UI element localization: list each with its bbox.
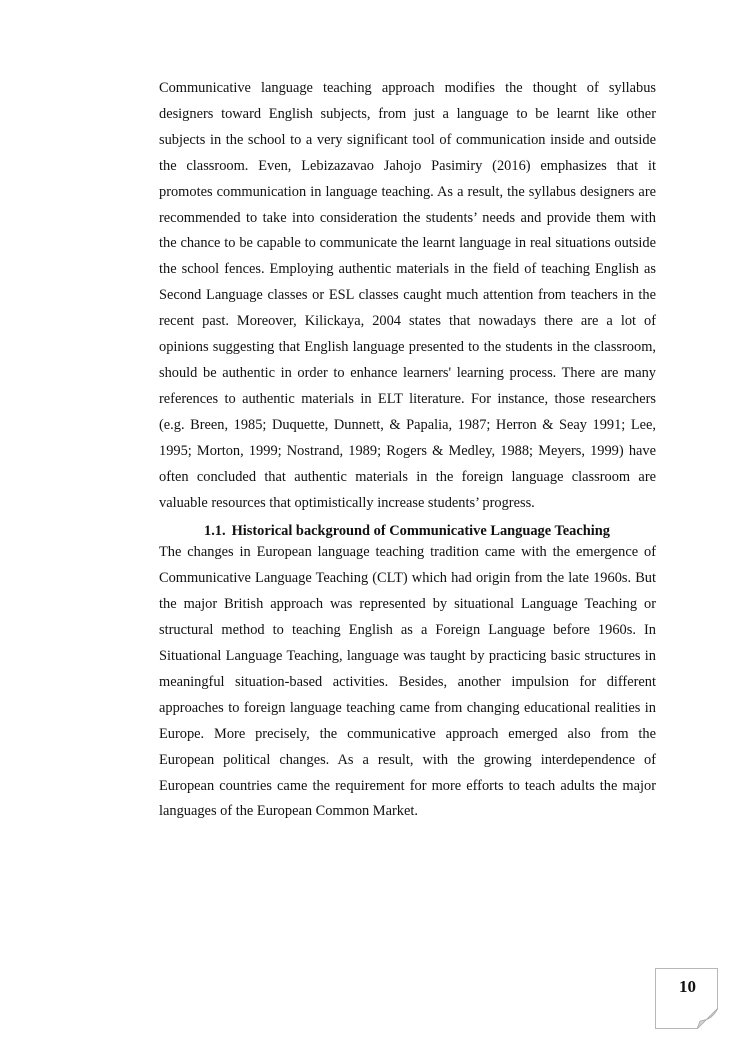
body-paragraph-1: Communicative language teaching approach modifies the thought of syllabus designers toward English subjects, from just a language to be learnt like other subjects in the school to a very significant tool of communication inside and outside the classroom. Even, Lebizazavao Jahojo Pasimiry (2016) emphasizes that it promotes communication in language teaching. As a result, the syllabus designers are recommended to take into consideration the students’ needs and provide them with the chance to be capable to communicate the learnt language in real situations outside the school fences. Employing authentic materials in the field of teaching English as Second Language classes or ESL classes caught much attention from teachers in the recent past. Moreover, Kilickaya, 2004 states that nowadays there are a lot of opinions suggesting that English language presented to the students in the classroom, should be authentic in order to enhance learners' learning process. There are many references to authentic materials in ELT literature. For instance, those researchers (e.g. Breen, 1985; Duquette, Dunnett, & Papalia, 1987; Herron & Seay 1991; Lee, 1995; Morton, 1999; Nostrand, 1989; Rogers & Medley, 1988; Meyers, 1999) have often concluded that authentic materials in the foreign language classroom are valuable resources that optimistically increase students’ progress. xyxy=(159,80,656,511)
page-curl-icon xyxy=(697,1008,718,1029)
section-heading-title: Historical background of Communicative Language Teaching xyxy=(231,523,610,540)
page-content xyxy=(159,76,656,825)
section-heading xyxy=(159,522,656,540)
page-number: 10 xyxy=(679,977,696,996)
section-heading-number: 1.1. xyxy=(204,523,226,540)
body-paragraph-2: The changes in European language teaching tradition came with the emergence of Communicative Language Teaching (CLT) which had origin from the late 1960s. But the major British approach was represented by situational Language Teaching or structural method to teaching English as a Foreign Language before 1960s. In Situational Language Teaching, language was taught by practicing basic structures in meaningful situation-based activities. Besides, another impulsion for different approaches to foreign language teaching came from changing educational realities in Europe. More precisely, the communicative approach emerged also from the European political changes. As a result, with the growing interdependence of European countries came the requirement for more efforts to teach adults the major languages of the European Common Market. xyxy=(159,544,656,820)
page-number-box xyxy=(655,968,718,1029)
